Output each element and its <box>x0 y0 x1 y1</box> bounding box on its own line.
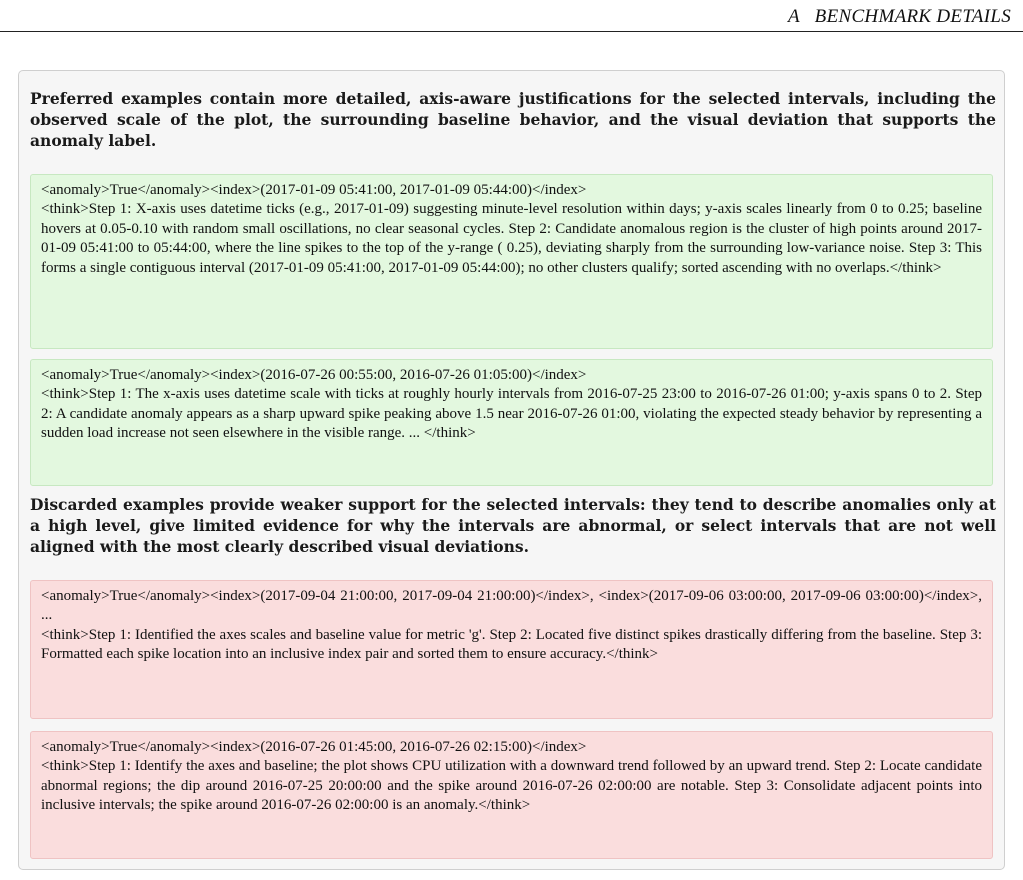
discarded-example-2 <box>30 731 993 859</box>
preferred-example-2 <box>30 359 993 486</box>
example-reasoning: <think>Step 1: X-axis uses datetime ticks (e.g., 2017-01-09) suggesting minute-level resolution within days; y-axis scales linearly from 0 to 0.25; baseline hovers at 0.05-0.10 with random small oscillations, no clear seasonal cycles. Step 2: Candidate anomalous region is the cluster of high points around 2017-01-09 05:41:00 to 05:44:00, where the line spikes to the top of the y-range ( 0.25), deviating sharply from the surrounding low-variance noise. Step 3: This forms a single contiguous interval (2017-01-09 05:41:00, 2017-01-09 05:44:00); no other clusters qualify; sorted ascending with no overlaps.</think> <box>41 201 982 276</box>
discarded-heading: Discarded examples provide weaker support for the selected intervals: they tend to describe anomalies only at a high level, give limited evidence for why the intervals are abnormal, or select intervals that are not well aligned with the most clearly described visual deviations. <box>30 495 996 556</box>
example-reasoning: <think>Step 1: Identified the axes scales and baseline value for metric 'g'. Step 2: Located five distinct spikes drastically differing from the baseline. Step 3: Formatted each spike location into an inclusive index pair and sorted them to ensure accuracy.</think> <box>41 626 982 663</box>
running-header-title: A BENCHMARK DETAILS <box>787 6 1011 27</box>
preferred-example-1 <box>30 174 993 349</box>
example-answer: <anomaly>True</anomaly><index>(2017-09-04 21:00:00, 2017-09-04 21:00:00)</index>, <index>(2017-09-06 03:00:00, 2017-09-06 03:00:00)</index>, ... <box>41 588 982 624</box>
example-answer: <anomaly>True</anomaly><index>(2017-01-09 05:41:00, 2017-01-09 05:44:00)</index> <box>41 182 587 198</box>
running-header <box>0 0 1023 32</box>
example-reasoning: <think>Step 1: Identify the axes and baseline; the plot shows CPU utilization with a downward trend followed by an upward trend. Step 2: Locate candidate abnormal regions; the dip around 2016-07-25 20:00:00 and the spike around 2016-07-26 02:00:00 are notable. Step 3: Consolidate adjacent points into inclusive intervals; the spike around 2016-07-26 02:00:00 is an anomaly.</think> <box>41 758 982 814</box>
example-answer: <anomaly>True</anomaly><index>(2016-07-26 01:45:00, 2016-07-26 02:15:00)</index> <box>41 739 587 755</box>
discarded-example-1 <box>30 580 993 719</box>
example-reasoning: <think>Step 1: The x-axis uses datetime scale with ticks at roughly hourly intervals from 2016-07-25 23:00 to 2016-07-26 01:00; y-axis spans 0 to 2. Step 2: A candidate anomaly appears as a sharp upward spike peaking above 1.5 near 2016-07-26 01:00, violating the expected steady behavior by representing a sudden load increase not seen elsewhere in the visible range. ... </think> <box>41 386 982 442</box>
preferred-heading: Preferred examples contain more detailed, axis-aware justifications for the selected intervals, including the observed scale of the plot, the surrounding baseline behavior, and the visual deviation that supports the anomaly label. <box>30 89 996 150</box>
example-answer: <anomaly>True</anomaly><index>(2016-07-26 00:55:00, 2016-07-26 01:05:00)</index> <box>41 367 587 383</box>
